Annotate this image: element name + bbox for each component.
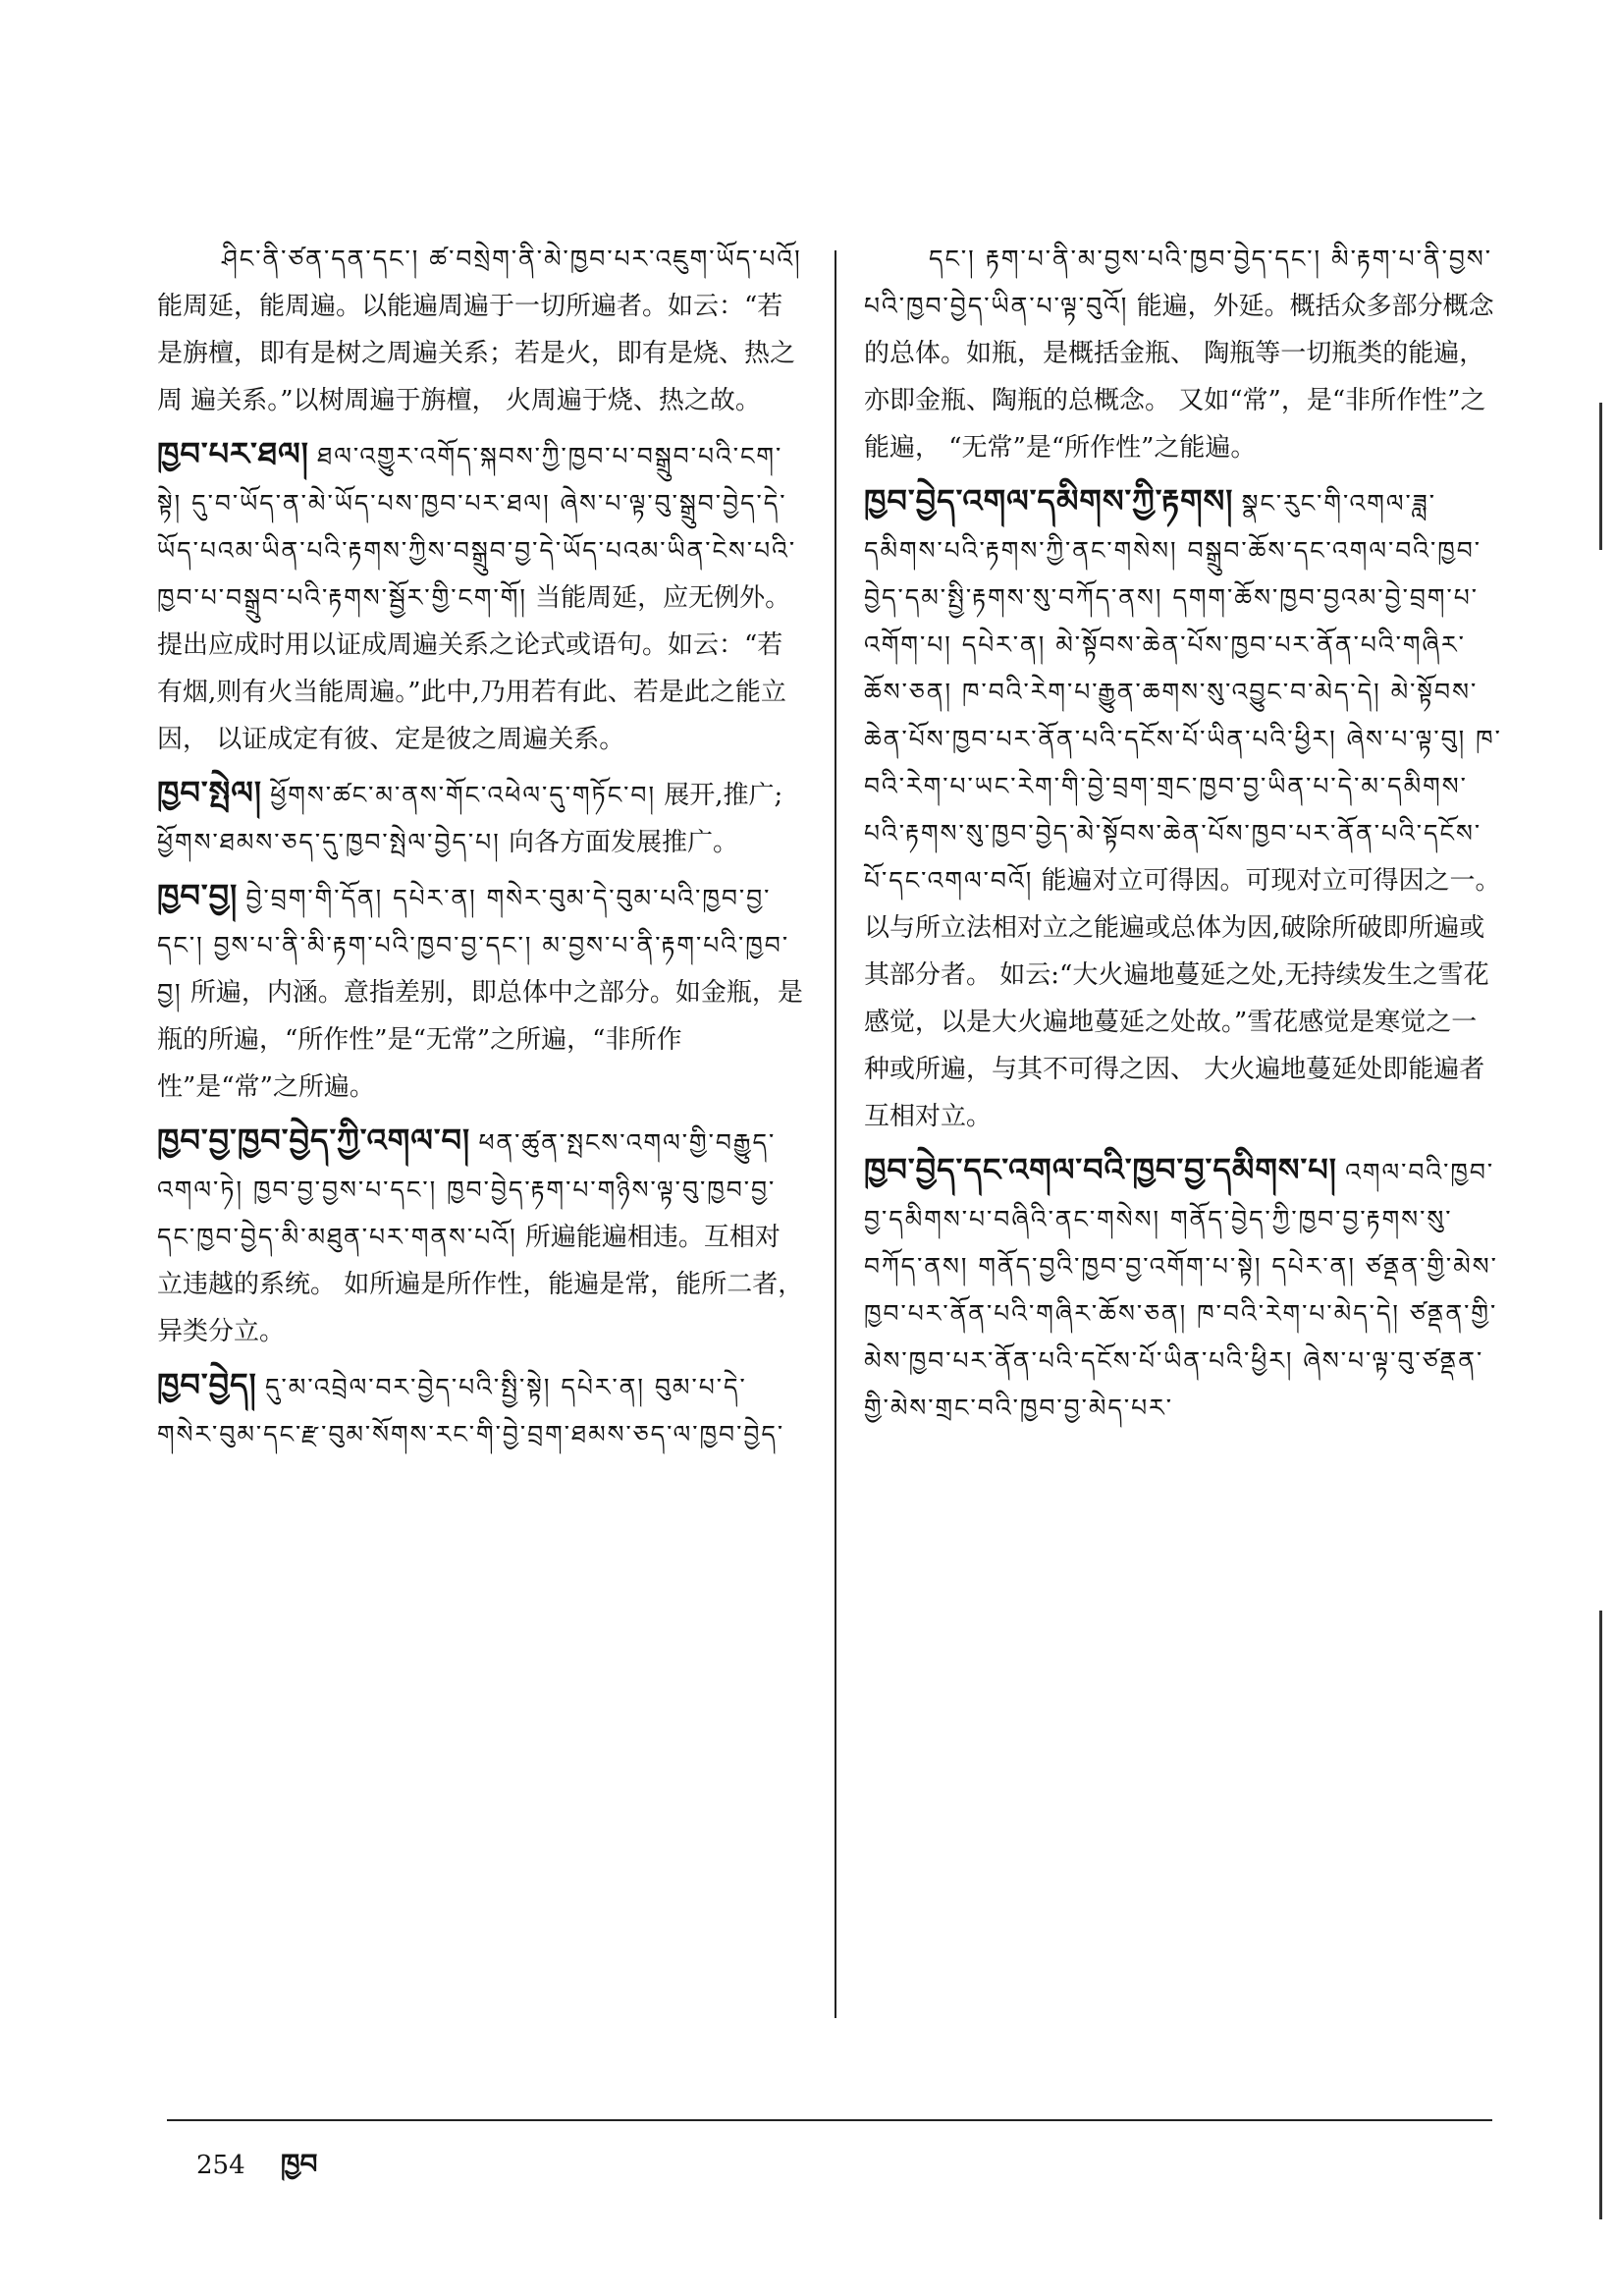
entry-headword: ཁྱབ་བྱེད་འགལ་དམིགས་ཀྱི་རྟགས། [864,482,1234,519]
page-edge-mark [1599,1611,1616,2219]
chinese-definition-2: 向各方面发展推广。 [509,828,739,857]
tibetan-text: ཤིང་ནི་ཙན་དན་དང་། ཚ་བསྲེག་ནི་མེ་ཁྱབ་པར་འཇུག་ཡོད་པའོ། [222,245,802,273]
entry [157,769,805,866]
page-number: 254 [196,2151,245,2180]
page-footer [196,2133,317,2211]
entry [157,872,805,1111]
entry-headword: ཁྱབ་བྱེད་དང་འགལ་བའི་ཁྱབ་བྱ་དམིགས་པ། [864,1151,1337,1188]
tibetan-definition: ཕན་ཚུན་སྤངས་འགལ་གྱི་བརྒྱུད་འགལ་ཏེ། ཁྱབ་བྱ་བྱས་པ་དང་། ཁྱབ་བྱེད་རྟག་པ་གཉིས་ལྟ་བུ་ཁྱབ་བྱ་དང་ཁྱབ་བྱེད་མི་མཐུན་པར་གནས་པའོ། [157,1128,777,1251]
right-column [864,236,1502,2041]
running-head: ཁྱབ [280,2148,318,2180]
chinese-definition: 展开,推广; [664,781,783,810]
tibetan-definition: འགལ་བའི་ཁྱབ་བྱ་དམིགས་པ་བཞིའི་ནང་གསེས། གནོད་བྱེད་ཀྱི་ཁྱབ་བྱ་རྟགས་སུ་བཀོད་ནས། གནོད་བྱའི་ཁྱབ་བྱ་འགོག་པ་སྟེ། དཔེར་ན། ཙནྡན་གྱི་མེས་ཁྱབ་པར་ནོན་པའི་གཞིར་ཆོས་ཅན། ཁ་བའི་རེག་པ་མེད་དེ། ཙནྡན་གྱི་མེས་ཁྱབ་པར་ནོན་པའི་དངོས་པོ་ཡིན་པའི་ཕྱིར། ཞེས་པ་ལྟ་བུ་ཙནྡན་གྱི་མེས་གྲང་བའི་ཁྱབ་བྱ་མེད་པར་ [864,1158,1498,1422]
entry [157,430,805,763]
chinese-definition: 能遍对立可得因。可现对立可得因之一。以与所立法相对立之能遍或总体为因,破除所破即所遍或其部分者。 如云:“大火遍地蔓延之处,无持续发生之雪花感觉，以是大火遍地蔓延之处故。”雪花感觉是寒觉之一种或所遍，与其不可得之因、 大火遍地蔓延处即能遍者互相对立。 [864,866,1501,1131]
entry-headword: ཁྱབ་སྤེལ། [157,774,262,811]
chinese-definition: 所遍能遍相违。互相对立违越的系统。 如所遍是所作性，能遍是常，能所二者，异类分立。 [157,1223,804,1346]
tibetan-definition: ཐལ་འགྱུར་འགོད་སྐབས་ཀྱི་ཁྱབ་པ་བསྒྲུབ་པའི་ངག་སྟེ། དུ་བ་ཡོད་ན་མེ་ཡོད་པས་ཁྱབ་པར་ཐལ། ཞེས་པ་ལྟ་བུ་སྒྲུབ་བྱེད་དེ་ཡོད་པའམ་ཡིན་པའི་རྟགས་ཀྱིས་བསྒྲུབ་བྱ་དེ་ཡོད་པའམ་ཡིན་ངེས་པའི་ཁྱབ་པ་བསྒྲུབ་པའི་རྟགས་སྦྱོར་གྱི་ངག་གོ། [157,442,797,612]
chinese-definition: 当能周延，应无例外。提出应成时用以证成周遍关系之论式或语句。如云：“若有烟,则有火当能周遍。”此中,乃用若有此、若是此之能立因， 以证成定有彼、定是彼之周遍关系。 [157,583,791,754]
tibetan-text: དང་། རྟག་པ་ནི་མ་བྱས་པའི་ཁྱབ་བྱེད་དང་། མི་རྟག་པ་ནི་བྱས་པའི་ཁྱབ་བྱེད་ཡིན་པ་ལྟ་བུའོ། [864,245,1492,320]
entry-headword: ཁྱབ་བྱ་ཁྱབ་བྱེད་ཀྱི་འགལ་བ། [157,1121,471,1159]
left-column [157,236,805,2041]
entry [157,1117,805,1355]
tibetan-definition: བྱེ་བྲག་གི་དོན། དཔེར་ན། གསེར་བུམ་དེ་བུམ་པའི་ཁྱབ་བྱ་དང་། བྱས་པ་ནི་མི་རྟག་པའི་ཁྱབ་བྱ་དང་། མ་བྱས་པ་ནི་རྟག་པའི་ཁྱབ་བྱ། [157,884,790,1007]
entry-headword: ཁྱབ་བྱེད། [157,1366,257,1403]
tibetan-definition-2: ཕྱོགས་ཐམས་ཅད་དུ་ཁྱབ་སྤེལ་བྱེད་པ། [157,828,501,856]
tibetan-definition: ཕྱོགས་ཚང་མ་ནས་གོང་འཕེལ་དུ་གཏོང་བ། [270,781,657,809]
entry [864,477,1502,1140]
entry [864,1146,1502,1432]
footer-rule [167,2119,1492,2121]
thumb-index-mark [1599,403,1616,550]
entry-headword: ཁྱབ་བྱ། [157,877,239,914]
chinese-definition: 能周延，能周遍。以能遍周遍于一切所遍者。如云：“若是旃檀，即有是树之周遍关系；若是火，即有是烧、热之周 遍关系。”以树周遍于旃檀， 火周遍于烧、热之故。 [157,292,796,415]
entry-continuation [157,236,805,424]
column-divider [835,250,836,2018]
tibetan-definition: དུ་མ་འབྲེལ་བར་བྱེད་པའི་སྤྱི་སྟེ། དཔེར་ན། བུམ་པ་དེ་གསེར་བུམ་དང་རྫ་བུམ་སོགས་རང་གི་བྱེ་བྲག་ཐམས་ཅད་ལ་ཁྱབ་བྱེད་ [157,1373,785,1449]
entry-headword: ཁྱབ་པར་ཐལ། [157,435,309,472]
entry [157,1361,805,1458]
tibetan-definition: སྣང་རུང་གི་འགལ་ཟླ་དམིགས་པའི་རྟགས་ཀྱི་ནང་གསེས། བསྒྲུབ་ཆོས་དང་འགལ་བའི་ཁྱབ་བྱེད་དམ་སྤྱི་རྟགས་སུ་བཀོད་ནས། དགག་ཆོས་ཁྱབ་བྱའམ་བྱེ་བྲག་པ་འགོག་པ། དཔེར་ན། མེ་སྟོབས་ཆེན་པོས་ཁྱབ་པར་ནོན་པའི་གཞིར་ཆོས་ཅན། ཁ་བའི་རེག་པ་རྒྱུན་ཆགས་སུ་འབྱུང་བ་མེད་དེ། མེ་སྟོབས་ཆེན་པོས་ཁྱབ་པར་ནོན་པའི་དངོས་པོ་ཡིན་པའི་ཕྱིར། ཞེས་པ་ལྟ་བུ། ཁ་བའི་རེག་པ་ཡང་རེག་གི་བྱེ་བྲག་གྲང་ཁྱབ་བྱ་ཡིན་པ་དེ་མ་དམིགས་པའི་རྟགས་སུ་ཁྱབ་བྱེད་མེ་སྟོབས་ཆེན་པོས་ཁྱབ་པར་ནོན་པའི་དངོས་པོ་དང་འགལ་བའོ། [864,489,1502,895]
chinese-definition: 能遍，外延。概括众多部分概念的总体。如瓶，是概括金瓶、 陶瓶等一切瓶类的能遍，亦即金瓶、陶瓶的总概念。 又如“常”，是“非所作性”之能遍， “无常”是“所作性”之能遍。 [864,292,1494,463]
entry-continuation [864,236,1502,471]
chinese-definition: 所遍，内涵。意指差别，即总体中之部分。如金瓶，是瓶的所遍，“所作性”是“无常”之所遍，“非所作性”是“常”之所遍。 [157,978,803,1102]
